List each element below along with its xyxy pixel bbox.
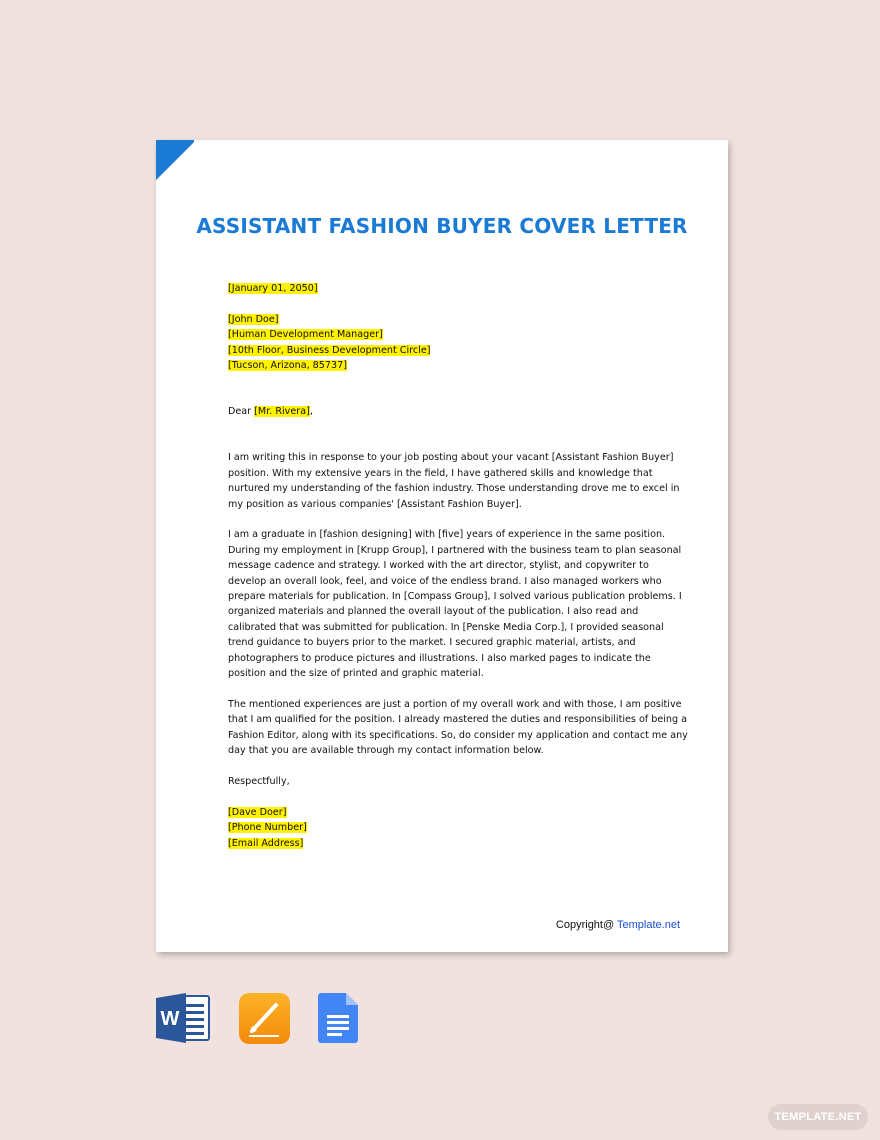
- paragraph-experience: I am a graduate in [fashion designing] with [five] years of experience in the same position. During my employment in [Krupp Group], I partnered with the business team to plan seasonal message cadence and strategy. I worked with the art director, stylist, and copywriter to develop an overall look, feel, and voice of the endless brand. I also managed workers who prepare materials for publication. In [Compass Group], I solved various publication problems. I organized materials and planned the overall layout of the publication. I also read and calibrated that was submitted for publication. In [Penske Media Corp.], I provided seasonal trend guidance to buyers prior to the market. I secured graphic material, artists, and photographers to produce pictures and illustrations. I also marked pages to indicate the position and the size of printed and graphic material.: [228, 529, 682, 680]
- copyright-link[interactable]: Template.net: [617, 919, 680, 931]
- recipient-address-line2: [Tucson, Arizona, 85737]: [228, 360, 347, 372]
- recipient-position: [Human Development Manager]: [228, 329, 383, 341]
- signature-name: [Dave Doer]: [228, 806, 287, 818]
- salutation-prefix: Dear: [228, 406, 255, 418]
- letter-body: [228, 281, 688, 851]
- salutation-suffix: ,: [309, 406, 313, 418]
- recipient-address-line1: [10th Floor, Business Development Circle]: [228, 344, 431, 356]
- document-page: [156, 140, 728, 952]
- paragraph-closing: The mentioned experiences are just a portion of my overall work and with those, I am positive that I am qualified for the position. I already mastered the duties and responsibilities of being a Fashion Editor, along with its specifications. So, do consider my application and contact me any day that you are available through my contact information below.: [228, 698, 688, 757]
- copyright-notice: [556, 919, 680, 931]
- recipient-name: [John Doe]: [228, 313, 279, 325]
- closing: Respectfully,: [228, 775, 290, 787]
- svg-text:W: W: [160, 1008, 180, 1030]
- word-icon[interactable]: [156, 993, 210, 1043]
- salutation: [228, 404, 688, 419]
- pages-icon[interactable]: [239, 993, 290, 1044]
- letter-title: ASSISTANT FASHION BUYER COVER LETTER: [196, 214, 688, 238]
- google-docs-icon[interactable]: [318, 993, 358, 1043]
- corner-ribbon-icon: [156, 140, 196, 180]
- signature-email: [Email Address]: [228, 837, 304, 849]
- signature-phone: [Phone Number]: [228, 822, 307, 834]
- salutation-name: [Mr. Rivera]: [254, 406, 310, 418]
- copyright-prefix: Copyright@: [555, 919, 618, 931]
- letter-date: [January 01, 2050]: [228, 283, 318, 294]
- paragraph-intro: I am writing this in response to your job posting about your vacant [Assistant Fashion Buyer] position. With my extensive years in the field, I have gathered skills and knowledge that nurtured my understanding of the fashion industry. Those understanding drove me to excel in my position as various companies' [Assistant Fashion Buyer].: [228, 452, 680, 510]
- template-net-badge[interactable]: TEMPLATE.NET: [768, 1104, 868, 1130]
